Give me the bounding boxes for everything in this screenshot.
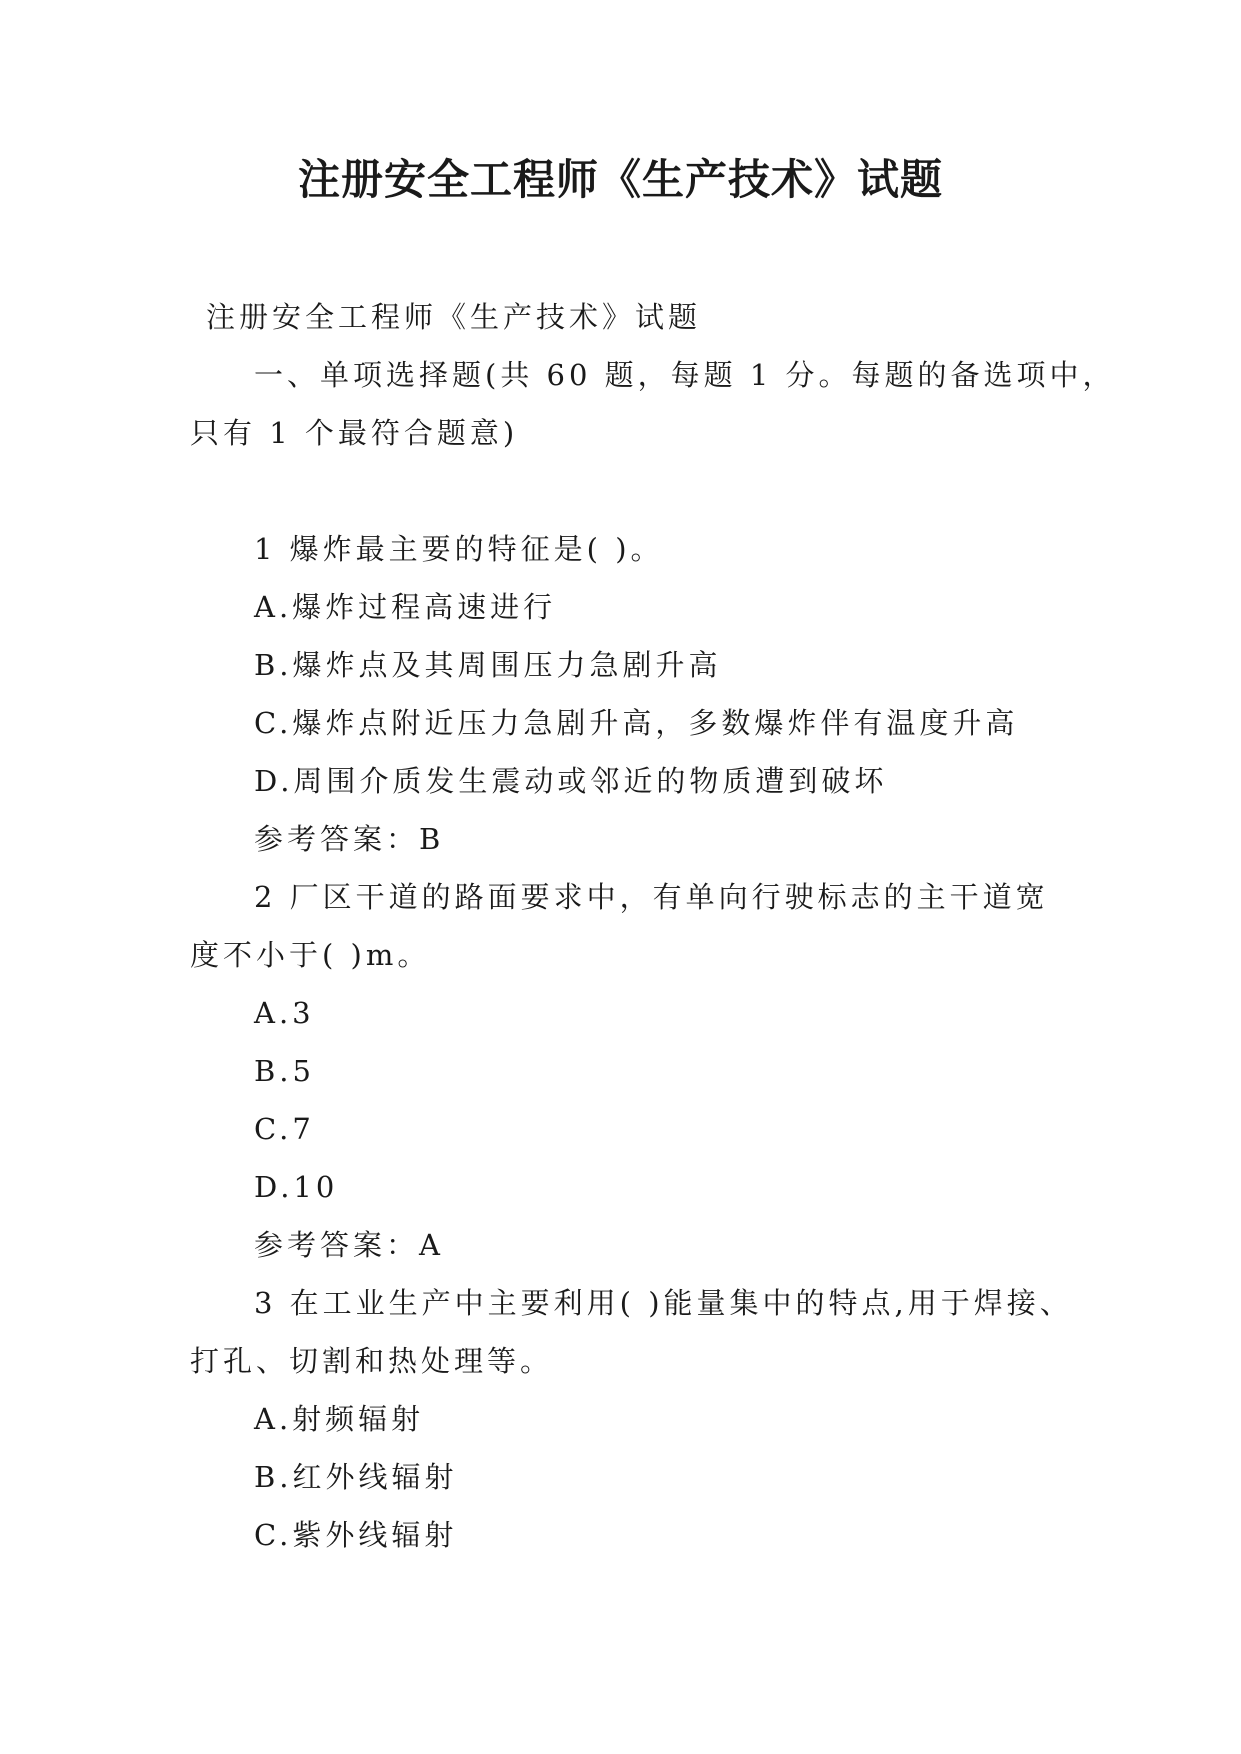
question-1-stem: 1 爆炸最主要的特征是( )。 (254, 532, 664, 566)
document-body (190, 288, 1116, 1564)
question-2-option-a: A.3 (254, 996, 315, 1030)
question-3-option-a: A.射频辐射 (254, 1402, 425, 1436)
question-1-option-d: D.周围介质发生震动或邻近的物质遭到破坏 (254, 764, 888, 798)
question-2-stem-line2: 度不小于( )m。 (190, 938, 431, 972)
question-2-option-c: C.7 (254, 1112, 315, 1146)
document-subtitle: 注册安全工程师《生产技术》试题 (206, 300, 702, 334)
question-1-option-b: B.爆炸点及其周围压力急剧升高 (254, 648, 722, 682)
question-1-option-a: A.爆炸过程高速进行 (254, 590, 557, 624)
question-3-option-c: C.紫外线辐射 (254, 1518, 458, 1552)
question-1-answer: 参考答案：B (254, 822, 445, 856)
section-heading-line1: 一、单项选择题(共 60 题，每题 1 分。每题的备选项中， (254, 358, 1116, 392)
document-title: 注册安全工程师《生产技术》试题 (297, 155, 943, 204)
question-2-stem-line1: 2 厂区干道的路面要求中，有单向行驶标志的主干道宽 (254, 880, 1049, 914)
question-2-option-d: D.10 (254, 1170, 339, 1204)
question-3-stem-line2: 打孔、切割和热处理等。 (190, 1344, 554, 1378)
section-heading-line2: 只有 1 个最符合题意) (190, 416, 519, 450)
question-2-answer: 参考答案：A (254, 1228, 444, 1262)
question-1-option-c: C.爆炸点附近压力急剧升高，多数爆炸伴有温度升高 (254, 706, 1019, 740)
question-3-stem-line1: 3 在工业生产中主要利用( )能量集中的特点,用于焊接、 (254, 1286, 1073, 1320)
paragraph-gap (190, 462, 1060, 520)
question-3-option-b: B.红外线辐射 (254, 1460, 458, 1494)
question-2-option-b: B.5 (254, 1054, 315, 1088)
